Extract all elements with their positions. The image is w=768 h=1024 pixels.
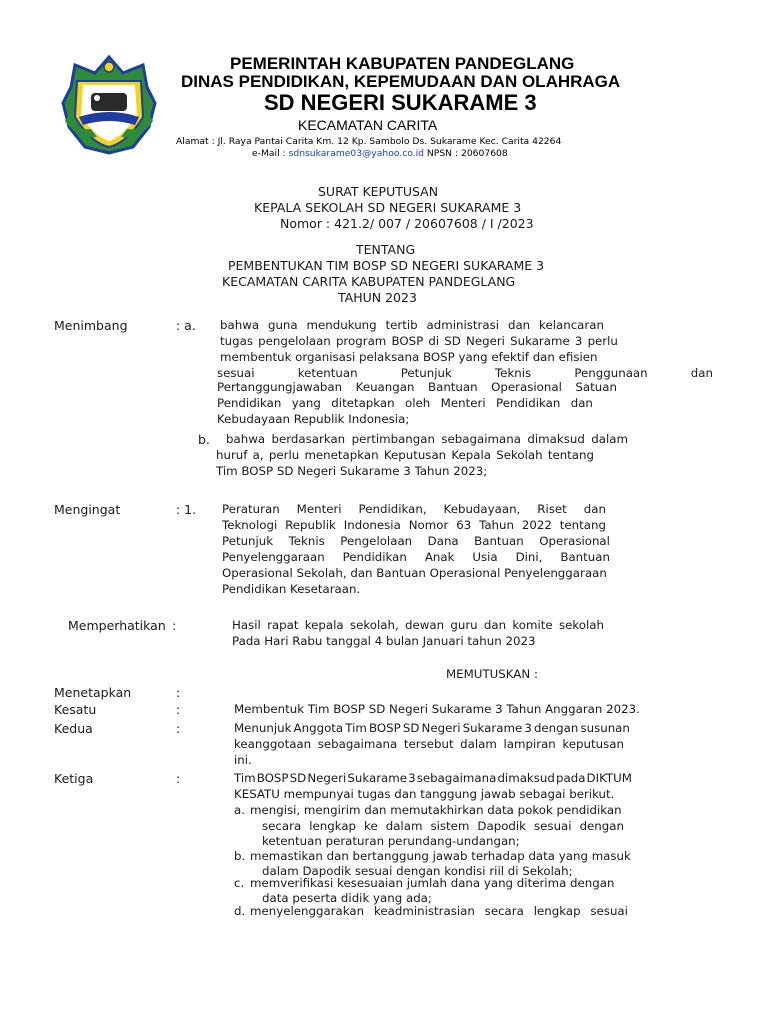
word: sekolah, xyxy=(349,618,399,632)
kedua-label: Kedua xyxy=(54,721,93,736)
header-contact xyxy=(252,148,508,159)
word: Nomor xyxy=(408,518,449,532)
word: ke xyxy=(364,819,378,833)
menimbang-a-line-5 xyxy=(217,380,617,394)
menimbang-b-line-1 xyxy=(226,432,628,446)
word: kelancaran xyxy=(539,318,604,332)
header-line-1: PEMERINTAH KABUPATEN PANDEGLANG xyxy=(230,54,575,73)
word: Teknologi xyxy=(222,518,278,532)
menimbang-a-line-7: Kebudayaan Republik Indonesia; xyxy=(217,412,410,426)
memperhatikan-line-1 xyxy=(232,618,604,632)
word: oleh xyxy=(405,396,431,410)
word: sesuai xyxy=(590,904,628,918)
ketiga-item-c-line-1: memverifikasi kesesuaian jumlah dana yang diterima dengan xyxy=(250,876,615,890)
word: sistem xyxy=(430,819,470,833)
header-kecamatan: KECAMATAN CARITA xyxy=(298,117,438,133)
word: perlu xyxy=(587,334,618,348)
word: dan xyxy=(507,318,531,332)
menimbang-b-line-2 xyxy=(216,448,594,462)
word: administrasi xyxy=(426,318,500,332)
menetapkan-label: Menetapkan xyxy=(54,685,132,700)
menimbang-a-line-6 xyxy=(217,396,593,410)
word: lengkap xyxy=(533,904,581,918)
pandeglang-crest-icon xyxy=(57,51,161,155)
menimbang-a-line-1 xyxy=(220,318,604,332)
word: komite xyxy=(512,618,553,632)
ketiga-item-c-marker: c. xyxy=(234,876,245,890)
word: di xyxy=(428,334,440,348)
word: Pertanggungjawaban xyxy=(217,380,343,394)
word: Pendidikan xyxy=(342,550,407,564)
menimbang-b-line-3: Tim BOSP SD Negeri Sukarame 3 Tahun 2023; xyxy=(216,464,488,478)
word: program xyxy=(335,334,387,348)
word: ditetapkan xyxy=(331,396,395,410)
title-tahun: TAHUN 2023 xyxy=(338,290,417,305)
word: SD xyxy=(402,721,420,735)
word: Usia xyxy=(472,550,498,564)
menimbang-a-line-2 xyxy=(220,334,618,348)
word: tersebut xyxy=(403,737,454,751)
word: 2022 xyxy=(521,518,552,532)
word: ketentuan xyxy=(297,366,358,380)
word: guru xyxy=(450,618,478,632)
word: Menteri xyxy=(296,502,342,516)
word: Negeri xyxy=(307,771,347,785)
title-kecamatan: KECAMATAN CARITA KABUPATEN PANDEGLANG xyxy=(222,274,516,289)
word: dengan xyxy=(579,819,624,833)
ketiga-line-1 xyxy=(234,771,632,785)
word: Sukarame xyxy=(347,771,408,785)
word: Pendidikan, xyxy=(358,502,427,516)
mengingat-line-6: Pendidikan Kesetaraan. xyxy=(222,582,361,596)
word: Menteri xyxy=(440,396,486,410)
mengingat-line-4 xyxy=(222,550,610,564)
word: Dini, xyxy=(515,550,543,564)
memperhatikan-colon: : xyxy=(172,618,177,633)
word: Bantuan xyxy=(474,534,524,548)
word: Teknis xyxy=(494,366,532,380)
title-pembentukan: PEMBENTUKAN TIM BOSP SD NEGERI SUKARAME 3 xyxy=(228,258,545,273)
menimbang-colon-a: : a. xyxy=(176,318,196,333)
word: Riset xyxy=(537,502,567,516)
kesatu-colon: : xyxy=(176,702,181,717)
word: a, xyxy=(252,448,264,462)
mengingat-line-1 xyxy=(222,502,606,516)
word: Bantuan xyxy=(428,380,478,394)
word: dalam xyxy=(385,819,423,833)
menimbang-label: Menimbang xyxy=(54,318,128,333)
word: menetapkan xyxy=(304,448,379,462)
word: dan xyxy=(483,618,507,632)
word: Sekolah xyxy=(496,448,543,462)
word: pengelolaan xyxy=(258,334,331,348)
word: Pendidikan xyxy=(217,396,282,410)
kedua-line-3: ini. xyxy=(234,753,252,767)
word: Negeri xyxy=(466,334,505,348)
word: Kepala xyxy=(451,448,492,462)
word: Peraturan xyxy=(222,502,280,516)
word: SD xyxy=(444,334,461,348)
memperhatikan-label: Memperhatikan xyxy=(68,618,166,633)
word: Hasil xyxy=(232,618,261,632)
word: mendukung xyxy=(306,318,377,332)
word: tertib xyxy=(385,318,418,332)
word: Republik xyxy=(285,518,336,532)
title-tentang: TENTANG xyxy=(356,242,416,257)
word: Penggunaan xyxy=(574,366,648,380)
menimbang-b-marker: b. xyxy=(198,432,210,447)
word: dan xyxy=(570,396,593,410)
word: kepala xyxy=(304,618,344,632)
email-link[interactable]: sdnsukarame03@yahoo.co.id xyxy=(288,148,425,159)
word: Indonesia xyxy=(343,518,401,532)
word: sebagaimana xyxy=(416,771,497,785)
ketiga-item-a-line-3: ketentuan peraturan perundang-undangan; xyxy=(262,834,520,848)
memutuskan-heading: MEMUTUSKAN : xyxy=(446,667,538,681)
word: lampiran xyxy=(503,737,556,751)
word: Petunjuk xyxy=(400,366,452,380)
word: tentang xyxy=(559,518,606,532)
word: dalam xyxy=(591,432,628,446)
ketiga-item-a-marker: a. xyxy=(234,803,245,817)
word: sebagaimana xyxy=(317,737,398,751)
word: dan xyxy=(690,366,713,380)
word: BOSP xyxy=(391,334,424,348)
title-surat-keputusan: SURAT KEPUTUSAN xyxy=(318,184,439,199)
header-line-2: DINAS PENDIDIKAN, KEPEMUDAAN DAN OLAHRAGA xyxy=(181,72,621,91)
word: tentang xyxy=(547,448,594,462)
word: Dapodik xyxy=(477,819,527,833)
word: keanggotaan xyxy=(234,737,312,751)
word: dengan xyxy=(533,721,579,735)
word: Menunjuk xyxy=(234,721,292,735)
word: dewan xyxy=(404,618,445,632)
kedua-colon: : xyxy=(176,721,181,736)
word: 63 xyxy=(456,518,472,532)
school-name: SD NEGERI SUKARAME 3 xyxy=(264,90,537,115)
mengingat-line-5: Operasional Sekolah, dan Bantuan Operasional Penyelenggaraan xyxy=(222,566,607,580)
word: susunan xyxy=(580,721,630,735)
menimbang-a-line-3: membentuk organisasi pelaksana BOSP yang efektif dan efisien xyxy=(220,350,598,364)
word: BOSP xyxy=(368,721,401,735)
word: secara xyxy=(262,819,302,833)
kesatu-label: Kesatu xyxy=(54,702,97,717)
word: sebagaimana xyxy=(441,432,521,446)
word: rapat xyxy=(267,618,299,632)
word: SD xyxy=(289,771,307,785)
word: dalam xyxy=(460,737,497,751)
word: menyelenggarakan xyxy=(250,904,365,918)
ketiga-item-b-line-2: dalam Dapodik sesuai dengan kondisi riil di Sekolah; xyxy=(262,864,573,878)
word: Kebudayaan, xyxy=(443,502,521,516)
mengingat-line-2 xyxy=(222,518,606,532)
word: pertimbangan xyxy=(351,432,435,446)
kedua-line-2 xyxy=(234,737,624,751)
word: guna xyxy=(267,318,298,332)
word: BOSP xyxy=(256,771,289,785)
word: Dana xyxy=(427,534,459,548)
word: sesuai xyxy=(217,366,255,380)
header-address: Alamat : Jl. Raya Pantai Carita Km. 12 Kp. Sambolo Ds. Sukarame Kec. Carita 42264 xyxy=(176,136,562,147)
ketiga-colon: : xyxy=(176,771,181,786)
word: 3 xyxy=(574,334,583,348)
word: tugas xyxy=(220,334,253,348)
word: Anak xyxy=(424,550,455,564)
menimbang-a-line-4 xyxy=(217,366,713,380)
word: Anggota xyxy=(293,721,344,735)
mengingat-label: Mengingat xyxy=(54,502,121,517)
word: Pengelolaan xyxy=(340,534,413,548)
word: bahwa xyxy=(226,432,266,446)
word: Satuan xyxy=(575,380,617,394)
word: Petunjuk xyxy=(222,534,274,548)
word: Sukarame xyxy=(510,334,570,348)
npsn: NPSN : 20607608 xyxy=(424,148,508,159)
word: Teknis xyxy=(288,534,325,548)
word: Negeri xyxy=(421,721,461,735)
word: bahwa xyxy=(220,318,260,332)
word: Tahun xyxy=(479,518,514,532)
word: secara xyxy=(484,904,524,918)
word: Tim xyxy=(234,771,256,785)
memperhatikan-line-2: Pada Hari Rabu tanggal 4 bulan Januari tahun 2023 xyxy=(232,634,536,648)
word: berdasarkan xyxy=(271,432,346,446)
word: DIKTUM xyxy=(586,771,632,785)
word: Keuangan xyxy=(355,380,415,394)
email-label: e-Mail : xyxy=(252,148,289,159)
word: keadministrasian xyxy=(373,904,475,918)
word: Tim xyxy=(345,721,367,735)
word: dan xyxy=(583,502,606,516)
word: 3 xyxy=(524,721,532,735)
word: Sukarame xyxy=(462,721,523,735)
ketiga-item-a-line-1: mengisi, mengirim dan memutakhirkan data pokok pendidikan xyxy=(250,803,622,817)
word: sekolah xyxy=(558,618,604,632)
mengingat-line-3 xyxy=(222,534,610,548)
ketiga-item-d-marker: d. xyxy=(234,904,246,918)
ketiga-line-2: KESATU mempunyai tugas dan tanggung jawab sebagai berikut. xyxy=(234,787,615,801)
ketiga-item-b-line-1: memastikan dan bertanggung jawab terhadap data yang masuk xyxy=(250,849,631,863)
word: Keputusan xyxy=(383,448,447,462)
kesatu-text: Membentuk Tim BOSP SD Negeri Sukarame 3 Tahun Anggaran 2023. xyxy=(234,702,640,716)
menetapkan-colon: : xyxy=(176,685,181,700)
word: Penyelenggaraan xyxy=(222,550,325,564)
ketiga-label: Ketiga xyxy=(54,771,94,786)
word: dimaksud xyxy=(497,771,555,785)
word: Operasional xyxy=(539,534,610,548)
word: huruf xyxy=(216,448,248,462)
word: Bantuan xyxy=(560,550,610,564)
word: keputusan xyxy=(562,737,624,751)
word: 3 xyxy=(408,771,416,785)
word: dimaksud xyxy=(527,432,585,446)
title-nomor: Nomor : 421.2/ 007 / 20607608 / I /2023 xyxy=(280,216,534,231)
word: pada xyxy=(555,771,586,785)
word: Operasional xyxy=(491,380,562,394)
ketiga-item-a-line-2 xyxy=(262,819,624,833)
ketiga-item-c-line-2: data peserta didik yang ada; xyxy=(262,891,432,905)
mengingat-colon-1: : 1. xyxy=(176,502,197,517)
word: Pendidikan xyxy=(496,396,561,410)
word: sesuai xyxy=(534,819,572,833)
word: lengkap xyxy=(309,819,357,833)
kedua-line-1 xyxy=(234,721,630,735)
word: perlu xyxy=(268,448,300,462)
title-kepala-sekolah: KEPALA SEKOLAH SD NEGERI SUKARAME 3 xyxy=(254,200,522,215)
word: yang xyxy=(291,396,321,410)
ketiga-item-d-line-1 xyxy=(250,904,628,918)
ketiga-item-b-marker: b. xyxy=(234,849,246,863)
